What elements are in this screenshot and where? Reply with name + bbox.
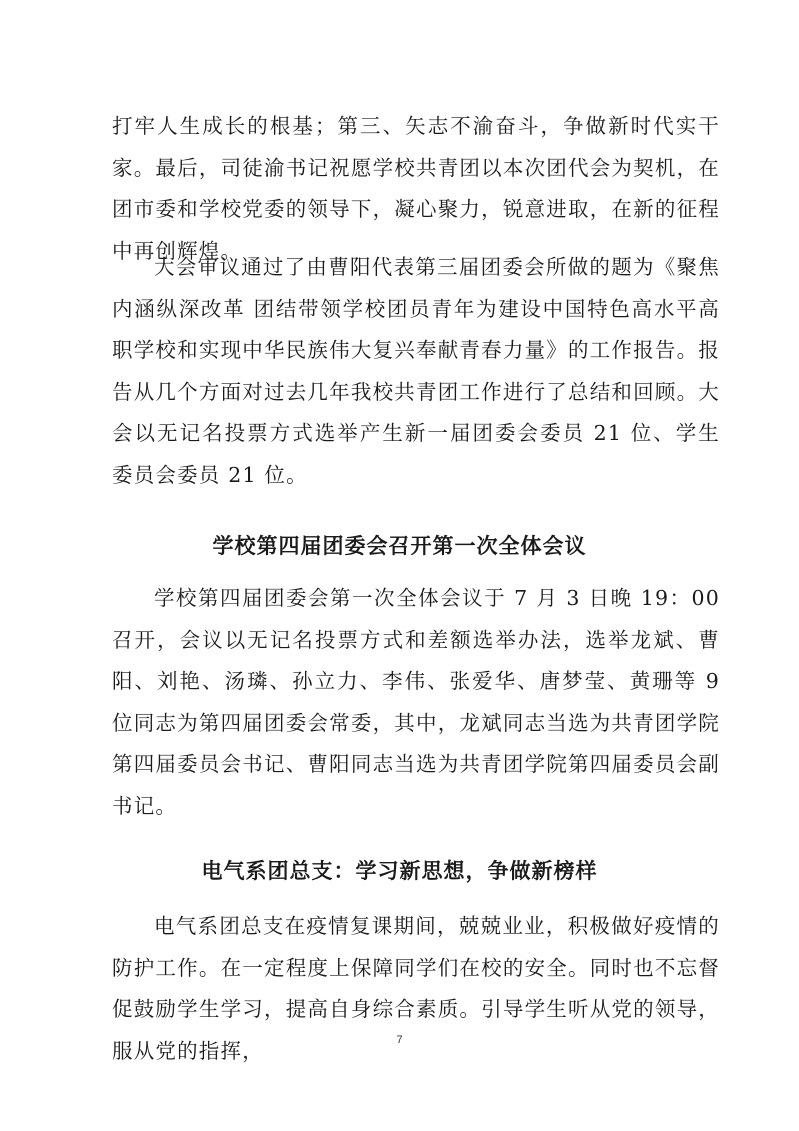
paragraph-closing-remarks: 打牢人生成长的根基；第三、矢志不渝奋斗，争做新时代实干家。最后，司徒渝书记祝愿学校共青团以本次团代会为契机，在团市委和学校党委的领导下，凝心聚力，锐意进取，在新的征程中再创辉煌。 — [112, 114, 720, 263]
paragraph-plenary-meeting: 学校第四届团委会第一次全体会议于 7 月 3 日晚 19：00 召开，会议以无记名投票方式和差额选举办法，选举龙斌、曹阳、刘艳、汤璘、孙立力、李伟、张爱华、唐梦莹、黄珊等 9 位同志为第四届团委会常委，其中，龙斌同志当选为共青团学院第四届委员会书记、曹阳同志当选为共青团学院第四届委员会副书记。 — [112, 586, 720, 818]
page-number: 7 — [396, 1034, 403, 1046]
paragraph-electrical-branch: 电气系团总支在疫情复课期间，兢兢业业，积极做好疫情的防护工作。在一定程度上保障同学们在校的安全。同时也不忘督促鼓励学生学习，提高自身综合素质。引导学生听从党的领导，服从党的指挥， — [112, 914, 720, 1063]
section-heading-electrical-branch: 电气系团总支：学习新思想，争做新榜样 — [201, 859, 598, 883]
paragraph-work-report: 大会审议通过了由曹阳代表第三届团委会所做的题为《聚焦内涵纵深改革 团结带领学校团员青年为建设中国特色高水平高职学校和实现中华民族伟大复兴奉献青春力量》的工作报告。报告从几个方面对过去几年我校共青团工作进行了总结和回顾。大会以无记名投票方式选举产生新一届团委会委员 21 位、学生委员会委员 21 位。 — [112, 255, 720, 487]
section-heading-first-plenary: 学校第四届团委会召开第一次全体会议 — [212, 534, 587, 558]
